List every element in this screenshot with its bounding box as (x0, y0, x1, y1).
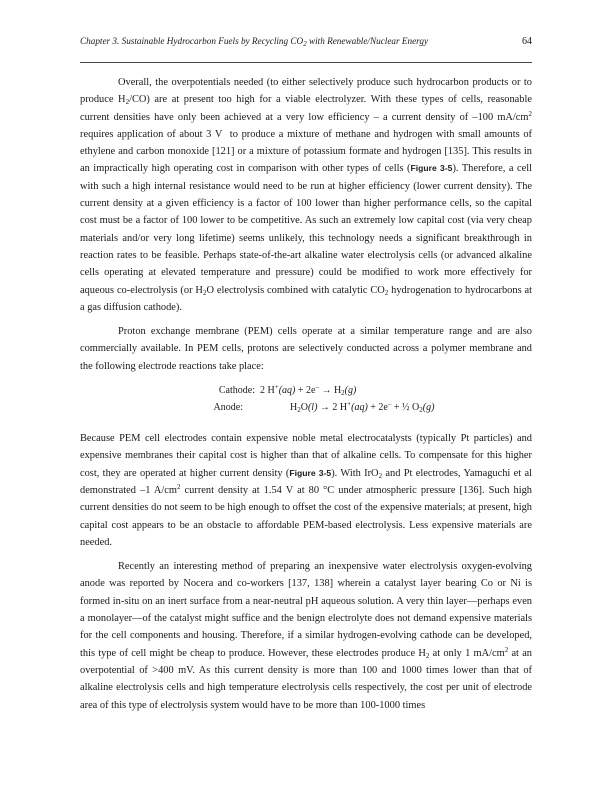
chapter-title: Chapter 3. Sustainable Hydrocarbon Fuels by Recycling $CO_2$ with Renewable/Nuclear Energy (80, 36, 429, 48)
anode-reaction (80, 399, 532, 416)
paragraph-1: Overall, the overpotentials needed (to either selectively produce such hydrocarbon products or to produce $H_2/CO$) are at present too high for a viable electrolyzer. With these types of cells, reasonable current densities have only been achieved at a very low efficiency – a current density of –100 $mA/cm^2$ requires application of about 3 V to produce a mixture of methane and hydrogen with small amounts of ethylene and carbon monoxide [121] or a mixture of potassium formate and hydrogen [135]. This results in an impractically high operating cost in comparison with other types of cells (Figure 3-5). Therefore, a cell with such a high internal resistance would need to be run at higher efficiency (lower current density). The current density at a given efficiency is a factor of 100 lower than higher performance cells, so the capital cost must be a factor of 100 lower to be competitive. As such an extremely low capital cost (via very cheap materials and/or very long lifetime) seems unlikely, this technology needs a significant breakthrough in reaction rates to be feasible. Perhaps state-of-the-art alkaline water electrolysis cells (or advanced alkaline cells operating at elevated temperature and pressure) could be modified to work more effectively for aqueous co-electrolysis (or $H_2O$ electrolysis combined with catalytic $CO_2$ hydrogenation to hydrocarbons at a gas diffusion cathode). (80, 77, 532, 313)
cathode-reaction (80, 382, 532, 399)
electrode-reactions (80, 382, 532, 416)
figure-reference-2[interactable]: Figure 3-5 (289, 467, 332, 478)
figure-reference[interactable]: Figure 3-5 (410, 163, 453, 174)
body-text (80, 74, 532, 721)
header-rule (80, 62, 532, 63)
paragraph-4: Recently an interesting method of preparing an inexpensive water electrolysis oxygen-evolving anode was reported by Nocera and co-workers [137, 138] wherein a catalyst layer bearing Co or Ni is formed in-situ on an inert surface from a near-neutral pH aqueous solution. A very thin layer—perhaps even a monolayer—of the catalyst might suffice and the benign electrolyte does not demand expensive materials for the cell components and housing. Therefore, if a similar hydrogen-evolving cathode can be developed, this type of cell might be cheap to produce. However, these electrodes produce $H_2$ at only 1 $mA/cm^2$ at an overpotential of >400 mV. As this current density is more than 100 and 1000 times lower than that of alkaline electrolysis cells and high temperature electrolysis cells respectively, the cost per unit of electrode area of this type of electrolysis system would have to be more than 100-1000 times (80, 561, 532, 711)
anode-equation: $H_2O(l) \to 2$ H+(aq) + 2e– + ½ $O_2(g)$ (290, 400, 435, 415)
page-number: 64 (522, 36, 532, 47)
paragraph-2: Proton exchange membrane (PEM) cells operate at a similar temperature range and are also commercially available. In PEM cells, protons are selectively conducted across a polymer membrane and the following electrode reactions take place: (80, 326, 532, 372)
cathode-equation: 2 $H^+(aq) + 2e^- \to H_2(g)$ (260, 383, 357, 398)
cathode-label: Cathode: (218, 385, 255, 397)
anode-label: Anode: (213, 402, 243, 414)
running-header (80, 36, 532, 52)
paragraph-3: Because PEM cell electrodes contain expensive noble metal electrocatalysts (typically Pt particles) and expensive membranes their capital cost is higher than that of alkaline cells. To compensate for this higher cost, they are operated at higher current density (Figure 3-5). With IrO$_2$ and Pt electrodes, Yamaguchi et al demonstrated –1 $A/cm^2$ current density at 1.54 V at 80 °C under atmospheric pressure [136]. Such high current densities do not seem to be high enough to offset the cost of the expensive materials; at present, high capital cost appears to be an obstacle to affordable PEM-based electrolysis. Less expensive materials are needed. (80, 433, 532, 548)
